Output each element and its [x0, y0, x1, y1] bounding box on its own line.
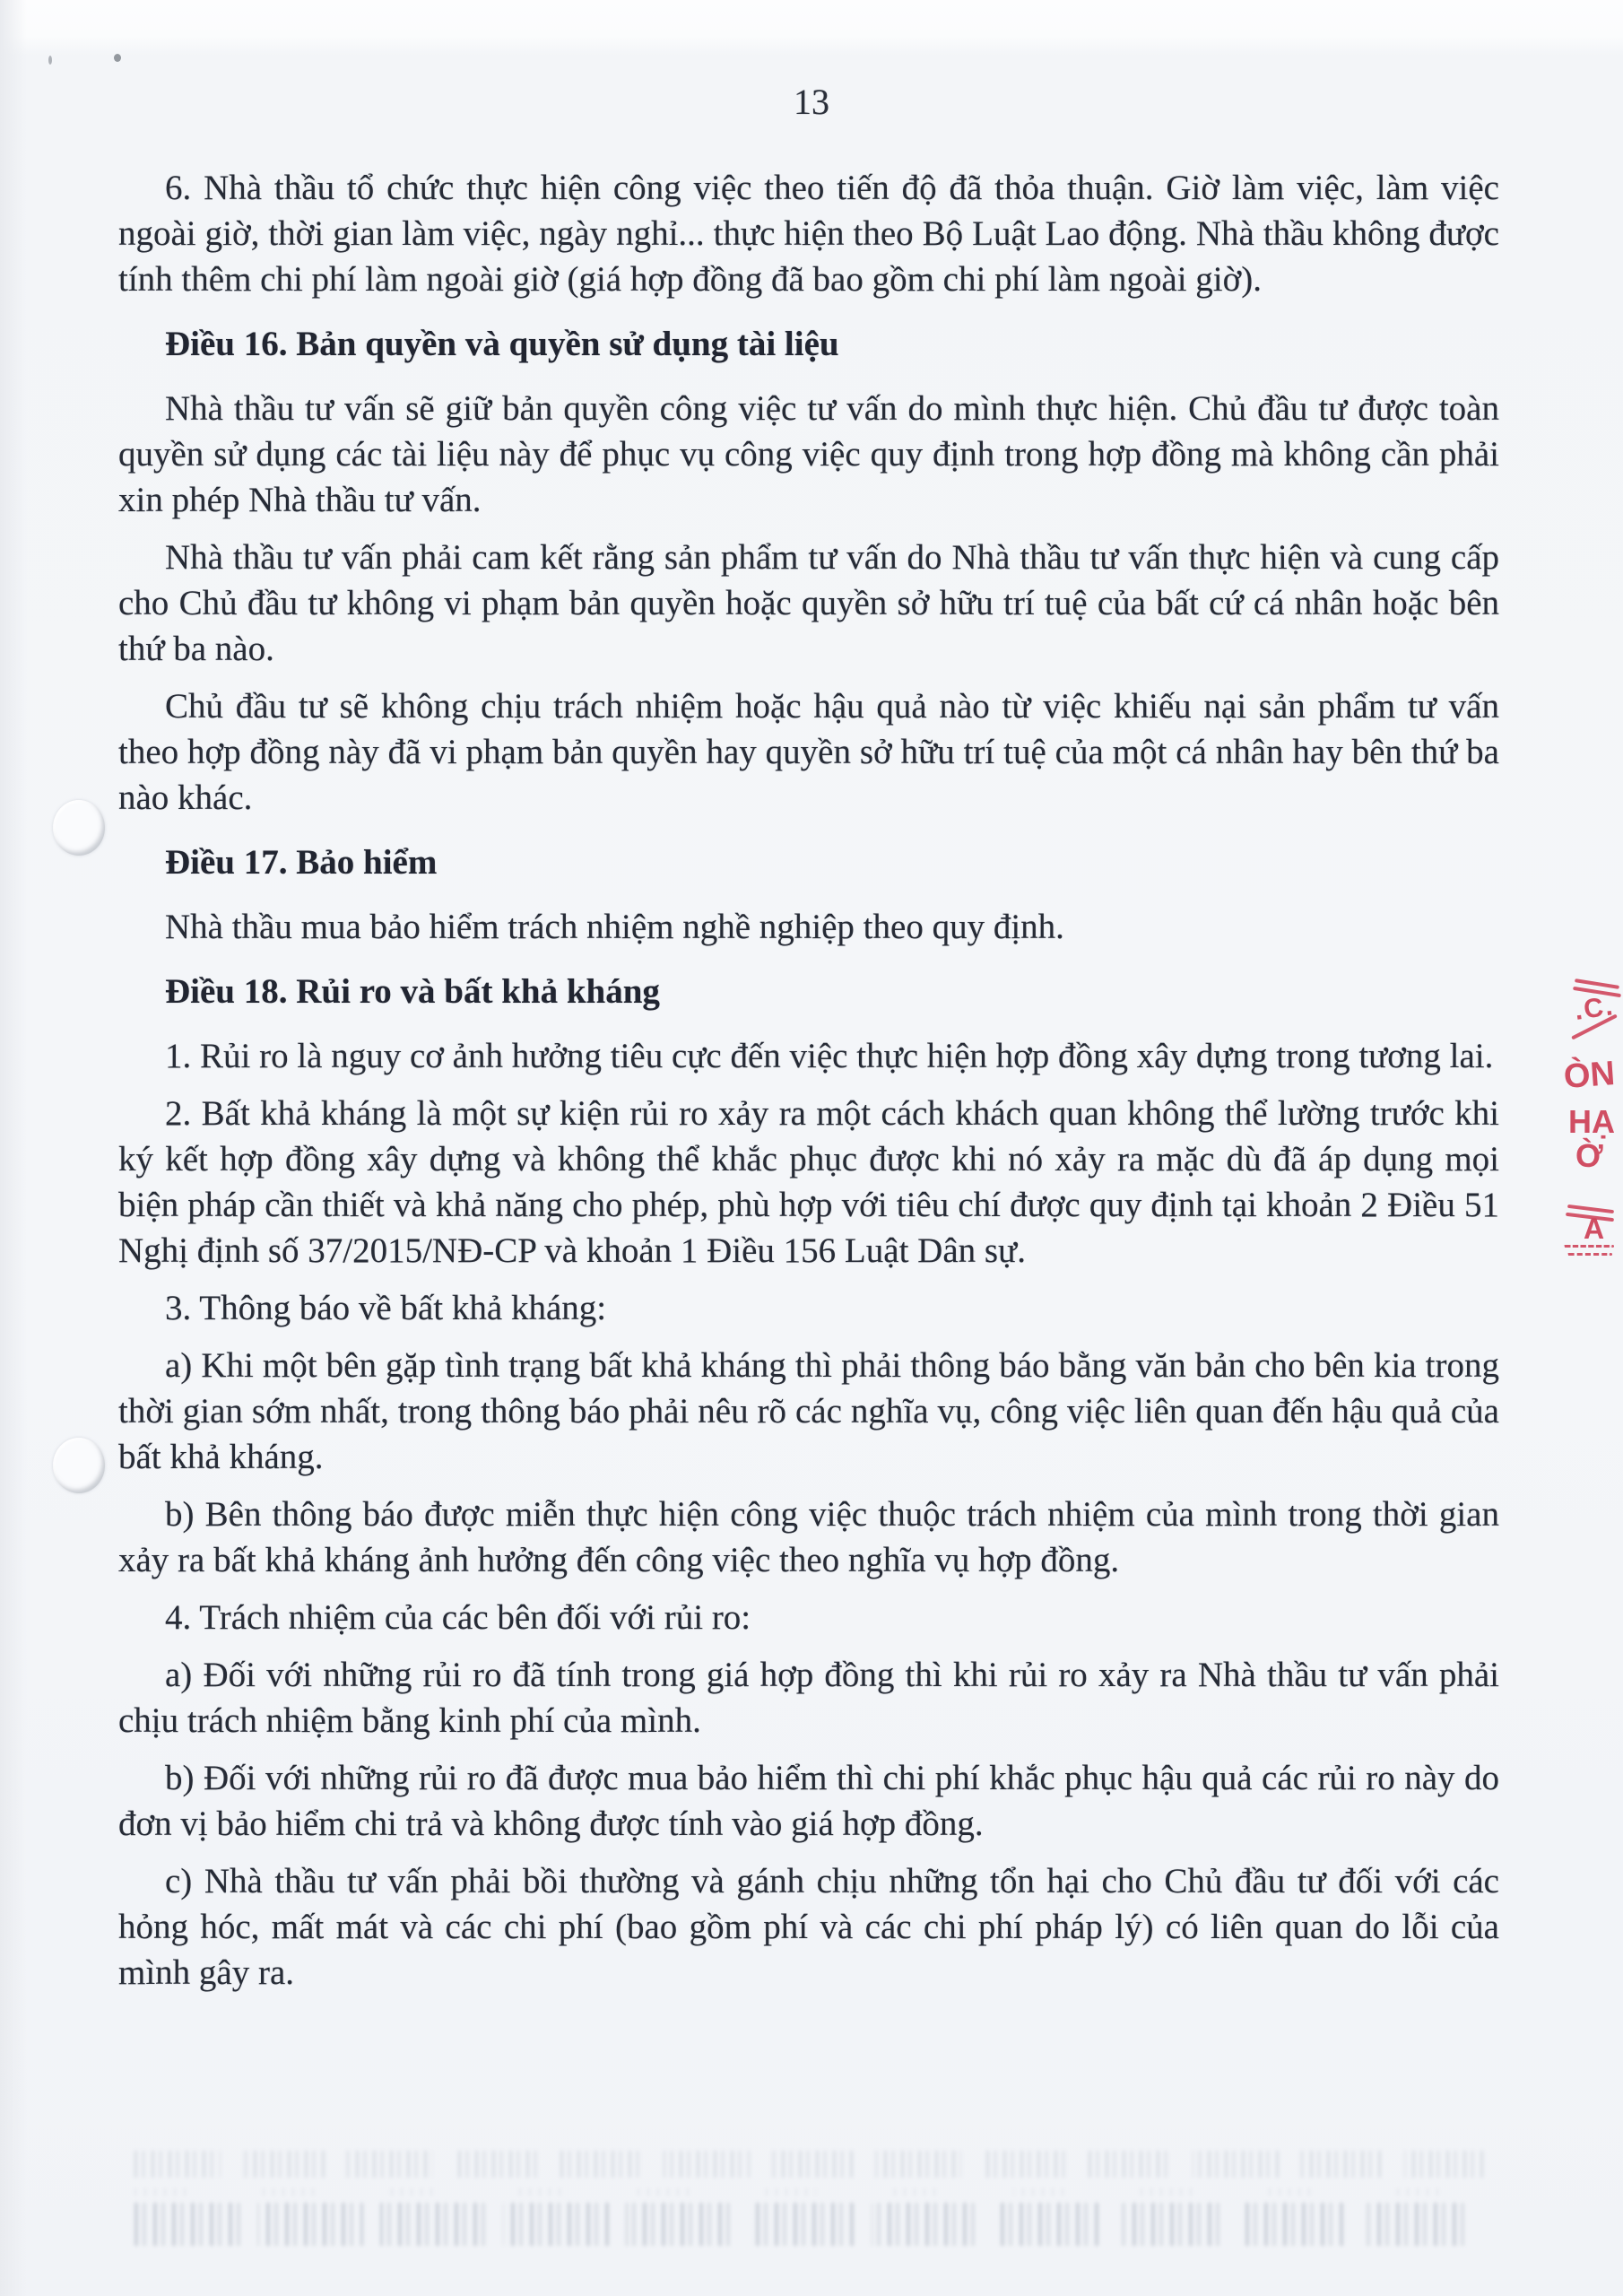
paragraph-clause-1: 1. Rủi ro là nguy cơ ảnh hưởng tiêu cực đến việc thực hiện hợp đồng xây dựng trong tương lai. [165, 1037, 1494, 1075]
scan-speck [114, 54, 121, 62]
scan-edge-left [0, 0, 27, 2296]
paragraph-point-b: b) Đối với những rủi ro đã được mua bảo hiểm thì chi phí khắc phục hậu quả các rủi ro này do đơn vị bảo hiểm chi trả và không được tính vào giá hợp đồng. [118, 1759, 1499, 1843]
page-number: 13 [794, 82, 829, 122]
paragraph-clause-4: 4. Trách nhiệm của các bên đối với rủi ro: [165, 1598, 751, 1637]
stamp-text-fragment: Ờ [1575, 1137, 1603, 1174]
bleedthrough-row [135, 2188, 1484, 2196]
paragraph-clause-2: 2. Bất khả kháng là một sự kiện rủi ro xảy ra một cách khách quan không thể lường trước khi ký kết hợp đồng xây dựng và không thể khắc phục được khi nó xảy ra mặc dù đã áp dụng mọi biện pháp cần thiết và khả năng cho phép, phù hợp với tiêu chí được quy định tại khoản 2 Điều 51 Nghị định số 37/2015/NĐ-CP và khoản 1 Điều 156 Luật Dân sự. [118, 1094, 1499, 1270]
article-18-heading: Điều 18. Rủi ro và bất khả kháng [165, 972, 660, 1011]
stamp-text-fragment: HẠ [1568, 1103, 1615, 1140]
hole-punch [53, 1438, 105, 1493]
stamp-line [1564, 1245, 1614, 1248]
paragraph-clause-3: 3. Thông báo về bất khả kháng: [165, 1289, 607, 1327]
article-16-heading: Điều 16. Bản quyền và quyền sử dụng tài liệu [165, 325, 839, 363]
paragraph-point-c: c) Nhà thầu tư vấn phải bồi thường và gánh chịu những tổn hại cho Chủ đầu tư đối với các hỏng hóc, mất mát và các chi phí (bao gồm phí và các chi phí pháp lý) có liên quan do lỗi của mình gây ra. [118, 1862, 1499, 1992]
document-body [118, 165, 1499, 2007]
paragraph: Nhà thầu tư vấn phải cam kết rằng sản phẩm tư vấn do Nhà thầu tư vấn thực hiện và cung cấp cho Chủ đầu tư không vi phạm bản quyền hoặc quyền sở hữu trí tuệ của bất cứ cá nhân hoặc bên thứ ba nào. [118, 538, 1499, 668]
stamp-text-fragment: A [1584, 1213, 1605, 1245]
stamp-text-fragment: .C. [1572, 991, 1617, 1026]
paragraph-point-a: a) Đối với những rủi ro đã tính trong giá hợp đồng thì khi rủi ro xảy ra Nhà thầu tư vấn phải chịu trách nhiệm bằng kinh phí của mình. [118, 1656, 1499, 1740]
scan-edge-top [0, 0, 1623, 56]
bleedthrough-row [135, 2203, 1484, 2246]
paragraph-clause-6: 6. Nhà thầu tổ chức thực hiện công việc theo tiến độ đã thỏa thuận. Giờ làm việc, làm việc ngoài giờ, thời gian làm việc, ngày nghỉ... thực hiện theo Bộ Luật Lao động. Nhà thầu không được tính thêm chi phí làm ngoài giờ (giá hợp đồng đã bao gồm chi phí làm ngoài giờ). [118, 169, 1499, 299]
paragraph: Chủ đầu tư sẽ không chịu trách nhiệm hoặc hậu quả nào từ việc khiếu nại sản phẩm tư vấn theo hợp đồng này đã vi phạm bản quyền hay quyền sở hữu trí tuệ của một cá nhân hay bên thứ ba nào khác. [118, 687, 1499, 817]
article-17-heading: Điều 17. Bảo hiểm [165, 843, 438, 882]
paragraph: Nhà thầu mua bảo hiểm trách nhiệm nghề nghiệp theo quy định. [165, 908, 1064, 946]
stamp-line [1567, 1253, 1612, 1256]
bleedthrough-text [135, 2149, 1484, 2252]
paragraph: Nhà thầu tư vấn sẽ giữ bản quyền công việc tư vấn do mình thực hiện. Chủ đầu tư được toàn quyền sử dụng các tài liệu này để phục vụ công việc quy định trong hợp đồng mà không cần phải xin phép Nhà thầu tư vấn. [118, 389, 1499, 519]
paragraph-point-b: b) Bên thông báo được miễn thực hiện công việc thuộc trách nhiệm của mình trong thời gian xảy ra bất khả kháng ảnh hưởng đến công việc theo nghĩa vụ hợp đồng. [118, 1495, 1499, 1579]
hole-punch [53, 800, 105, 856]
bleedthrough-row [135, 2151, 1484, 2178]
paragraph-point-a: a) Khi một bên gặp tình trạng bất khả kháng thì phải thông báo bằng văn bản cho bên kia trong thời gian sớm nhất, trong thông báo phải nêu rõ các nghĩa vụ, công việc liên quan đến hậu quả của bất khả kháng. [118, 1346, 1499, 1476]
stamp-text-fragment: ÒN [1562, 1055, 1617, 1096]
scan-speck [48, 56, 52, 65]
